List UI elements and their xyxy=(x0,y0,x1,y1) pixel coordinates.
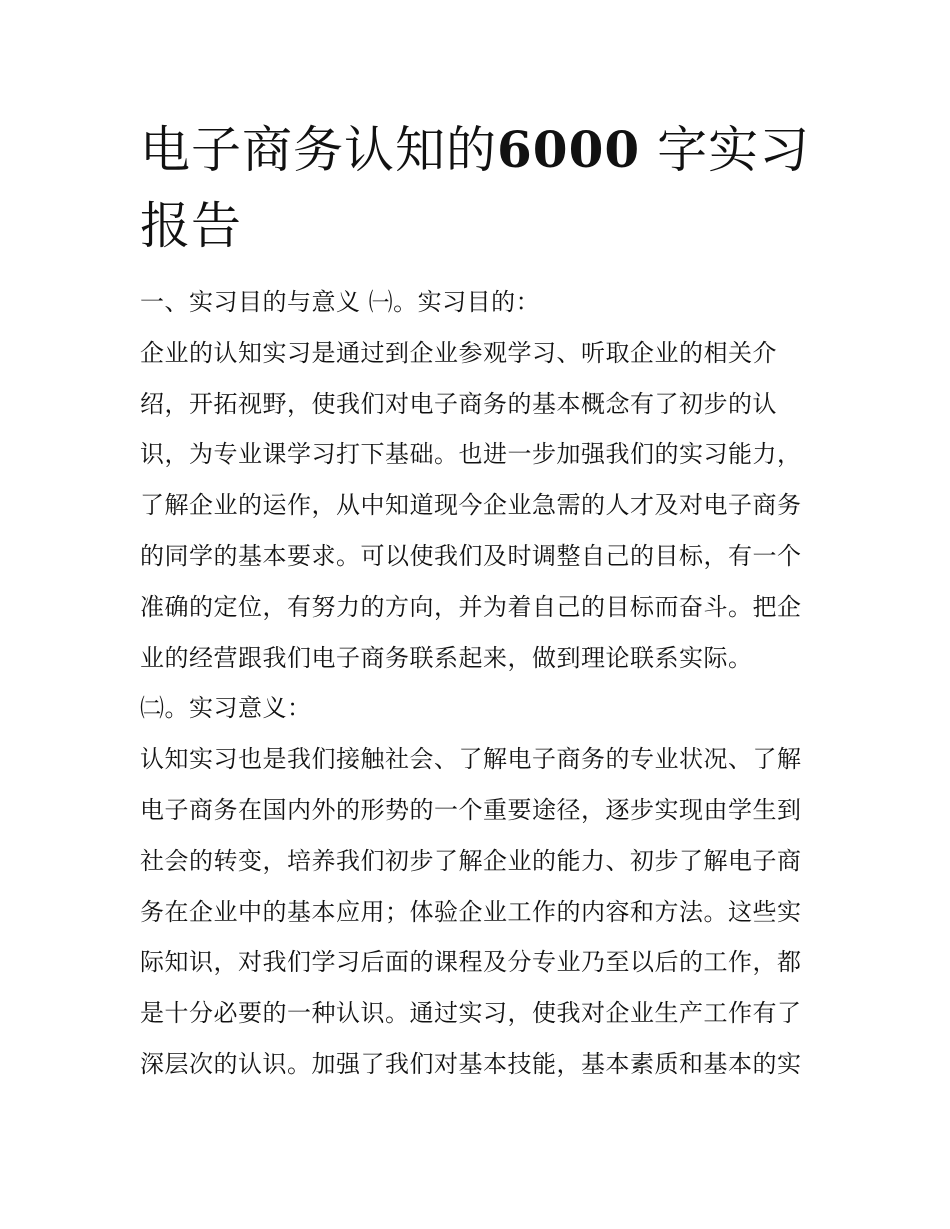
paragraph-line: 了解企业的运作，从中知道现今企业急需的人才及对电子商务 xyxy=(140,491,802,520)
paragraph-line: 电子商务在国内外的形势的一个重要途径，逐步实现由学生到 xyxy=(140,795,802,824)
paragraph-line: 是十分必要的一种认识。通过实习，使我对企业生产工作有了 xyxy=(140,999,802,1028)
paragraph-line: 企业的认知实习是通过到企业参观学习、听取企业的相关介 xyxy=(140,338,777,367)
paragraph-line: 的同学的基本要求。可以使我们及时调整自己的目标，有一个 xyxy=(140,541,802,570)
paragraph-line: 际知识，对我们学习后面的课程及分专业乃至以后的工作，都 xyxy=(140,948,802,977)
document-body xyxy=(140,277,812,1090)
document-title xyxy=(140,112,820,264)
paragraph-line: 深层次的认识。加强了我们对基本技能，基本素质和基本的实 xyxy=(140,1049,802,1078)
title-text-start: 电子商务认知的 xyxy=(140,121,497,179)
section-heading-significance: ㈡。实习意义： xyxy=(140,694,312,723)
title-number: 6000 xyxy=(497,120,641,179)
title-text-end: 字实习 xyxy=(640,121,811,179)
paragraph-line: 社会的转变，培养我们初步了解企业的能力、初步了解电子商 xyxy=(140,846,802,875)
paragraph-line: 业的经营跟我们电子商务联系起来，做到理论联系实际。 xyxy=(140,643,753,672)
title-text-line2: 报告 xyxy=(140,197,242,255)
paragraph-line: 识，为专业课学习打下基础。也进一步加强我们的实习能力， xyxy=(140,440,802,469)
paragraph-line: 务在企业中的基本应用；体验企业工作的内容和方法。这些实 xyxy=(140,897,802,926)
paragraph-line: 认知实习也是我们接触社会、了解电子商务的专业状况、了解 xyxy=(140,745,802,774)
section-heading-purpose: 一、实习目的与意义 ㈠。实习目的： xyxy=(140,288,541,316)
paragraph-line: 绍，开拓视野，使我们对电子商务的基本概念有了初步的认 xyxy=(140,389,777,418)
paragraph-line: 准确的定位，有努力的方向，并为着自己的目标而奋斗。把企 xyxy=(140,592,802,621)
